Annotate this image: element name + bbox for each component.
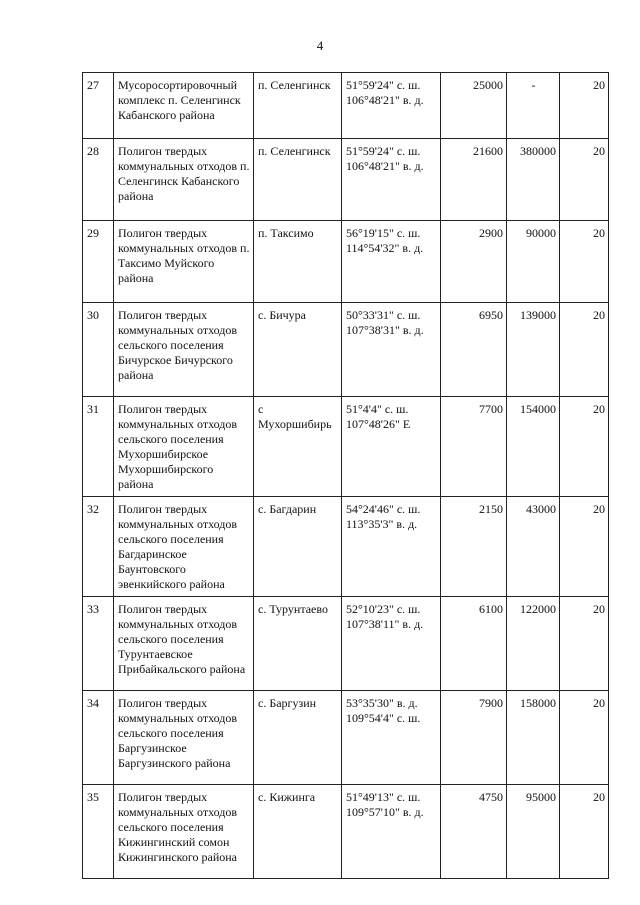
volume-value: 122000 <box>507 597 560 691</box>
settlement: с. Баргузин <box>254 691 342 785</box>
facility-name: Полигон твердых коммунальных отходов п. Таксимо Муйского района <box>114 221 254 303</box>
row-number: 29 <box>83 221 114 303</box>
row-number: 35 <box>83 785 114 879</box>
term-value: 20 <box>560 691 609 785</box>
row-number: 27 <box>83 73 114 139</box>
page-number: 4 <box>316 38 324 53</box>
capacity-value: 6950 <box>441 303 507 397</box>
facility-name: Полигон твердых коммунальных отходов п. Селенгинск Кабанского района <box>114 139 254 221</box>
term-value: 20 <box>560 221 609 303</box>
term-value: 20 <box>560 397 609 497</box>
coordinates: 51°59'24" с. ш. 106°48'21" в. д. <box>342 73 441 139</box>
capacity-value: 7900 <box>441 691 507 785</box>
term-value: 20 <box>560 73 609 139</box>
facility-name: Мусоросортировочный комплекс п. Селенгинск Кабанского района <box>114 73 254 139</box>
table-row <box>83 691 609 785</box>
settlement: п. Селенгинск <box>254 73 342 139</box>
settlement: с. Турунтаево <box>254 597 342 691</box>
capacity-value: 7700 <box>441 397 507 497</box>
volume-value: 154000 <box>507 397 560 497</box>
coordinates: 50°33'31" с. ш. 107°38'31" в. д. <box>342 303 441 397</box>
table-row <box>83 785 609 879</box>
facility-name: Полигон твердых коммунальных отходов сельского поселения Турунтаевское Прибайкальского района <box>114 597 254 691</box>
row-number: 30 <box>83 303 114 397</box>
term-value: 20 <box>560 597 609 691</box>
coordinates: 51°59'24" с. ш. 106°48'21" в. д. <box>342 139 441 221</box>
term-value: 20 <box>560 303 609 397</box>
table-row <box>83 221 609 303</box>
volume-value: 90000 <box>507 221 560 303</box>
table-row <box>83 139 609 221</box>
table-row <box>83 397 609 497</box>
volume-value: 380000 <box>507 139 560 221</box>
coordinates: 56°19'15" с. ш. 114°54'32" в. д. <box>342 221 441 303</box>
coordinates: 54°24'46" с. ш. 113°35'3" в. д. <box>342 497 441 597</box>
settlement: п. Таксимо <box>254 221 342 303</box>
facility-name: Полигон твердых коммунальных отходов сельского поселения Бичурское Бичурского района <box>114 303 254 397</box>
row-number: 33 <box>83 597 114 691</box>
table-row <box>83 497 609 597</box>
row-number: 34 <box>83 691 114 785</box>
capacity-value: 4750 <box>441 785 507 879</box>
volume-value: 139000 <box>507 303 560 397</box>
coordinates: 51°4'4" с. ш. 107°48'26" Е <box>342 397 441 497</box>
waste-facilities-table <box>82 72 609 879</box>
row-number: 32 <box>83 497 114 597</box>
term-value: 20 <box>560 139 609 221</box>
settlement: с. Кижинга <box>254 785 342 879</box>
facility-name: Полигон твердых коммунальных отходов сельского поселения Баргузинское Баргузинского района <box>114 691 254 785</box>
facility-name: Полигон твердых коммунальных отходов сельского поселения Багдаринское Баунтовского эвенкийского района <box>114 497 254 597</box>
volume-value: 95000 <box>507 785 560 879</box>
settlement: п. Селенгинск <box>254 139 342 221</box>
capacity-value: 25000 <box>441 73 507 139</box>
facility-name: Полигон твердых коммунальных отходов сельского поселения Мухоршибирское Мухоршибирского района <box>114 397 254 497</box>
table-row <box>83 303 609 397</box>
volume-value: 43000 <box>507 497 560 597</box>
term-value: 20 <box>560 785 609 879</box>
term-value: 20 <box>560 497 609 597</box>
settlement: с. Бичура <box>254 303 342 397</box>
settlement: с. Багдарин <box>254 497 342 597</box>
coordinates: 52°10'23" с. ш. 107°38'11" в. д. <box>342 597 441 691</box>
settlement: с Мухоршибирь <box>254 397 342 497</box>
facility-name: Полигон твердых коммунальных отходов сельского поселения Кижингинский сомон Кижингинского района <box>114 785 254 879</box>
capacity-value: 2150 <box>441 497 507 597</box>
row-number: 31 <box>83 397 114 497</box>
capacity-value: 21600 <box>441 139 507 221</box>
capacity-value: 6100 <box>441 597 507 691</box>
row-number: 28 <box>83 139 114 221</box>
volume-value: 158000 <box>507 691 560 785</box>
table-row <box>83 73 609 139</box>
coordinates: 53°35'30" в. д. 109°54'4" с. ш. <box>342 691 441 785</box>
capacity-value: 2900 <box>441 221 507 303</box>
volume-value: - <box>507 73 560 139</box>
table-row <box>83 597 609 691</box>
coordinates: 51°49'13" с. ш. 109°57'10" в. д. <box>342 785 441 879</box>
